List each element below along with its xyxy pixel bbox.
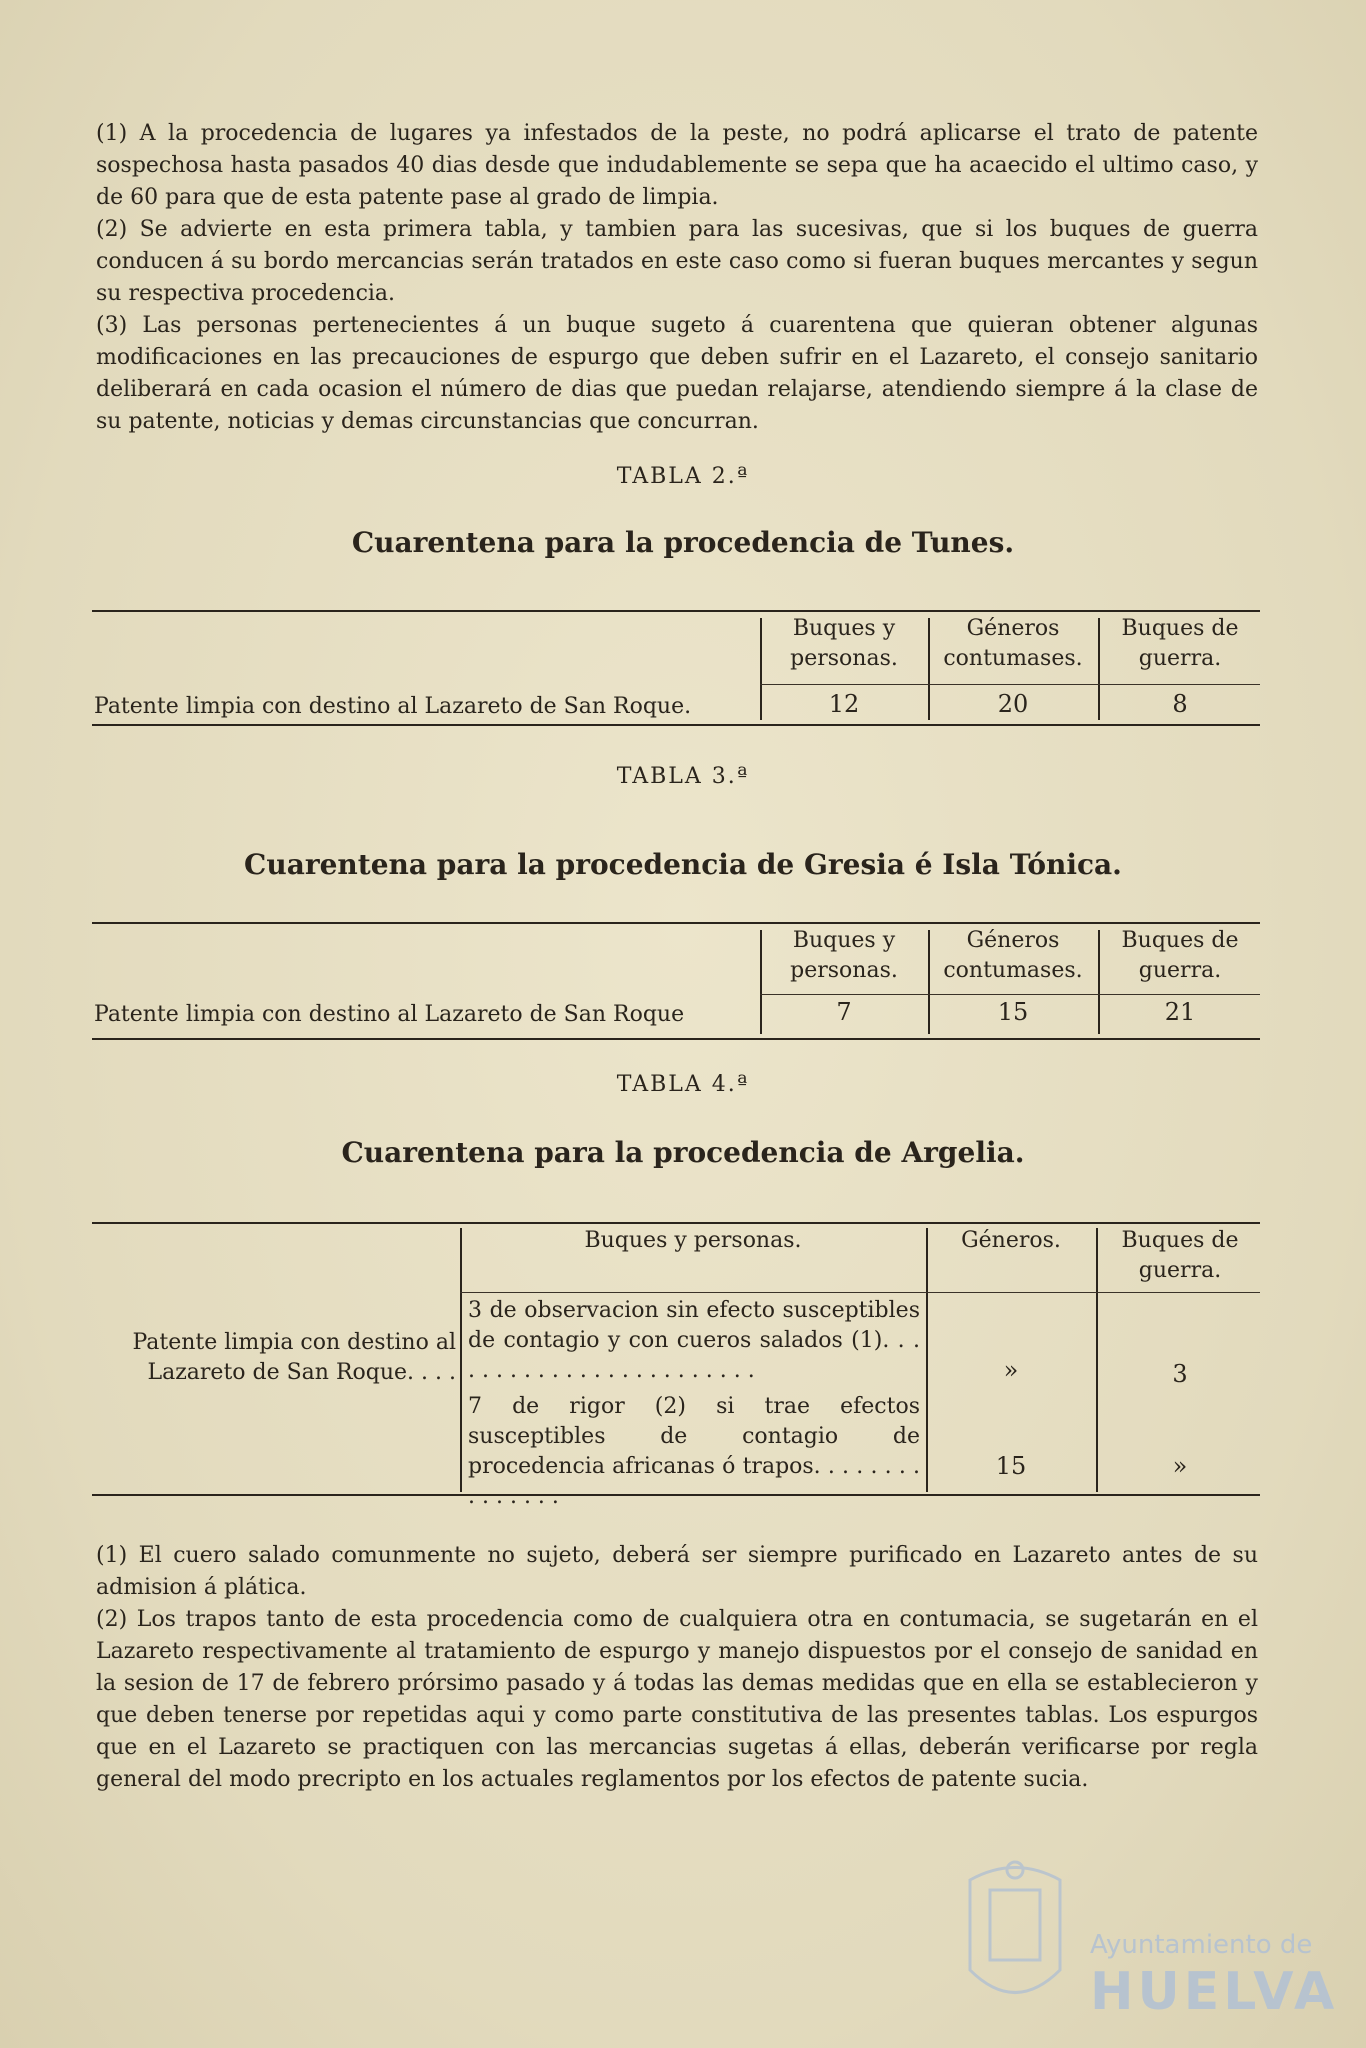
tabla2-value-generos: 20	[997, 690, 1029, 718]
tabla2-divider	[928, 618, 930, 720]
tabla2-bottom-rule	[92, 724, 1260, 726]
tabla4-header-generos: Géneros.	[961, 1228, 1061, 1253]
tabla2-value-buques: 12	[828, 690, 860, 718]
tabla2-divider	[1098, 618, 1100, 720]
tabla3-divider	[1098, 930, 1100, 1034]
tabla2-header-buques: Buques y personas.	[790, 616, 898, 671]
tabla3-value-buques: 7	[836, 998, 852, 1026]
note-top-3: (3) Las personas pertenecientes á un buque sugeto á cuarentena que quieran obtener algunas modificaciones en las precauciones de espurgo que deben sufrir en el Lazareto, el consejo sanitario deliberará en cada ocasion el número de dias que puedan relajarse, atendiendo siempre á la clase de su patente, noticias y demas circunstancias que concurran.	[96, 313, 1258, 434]
note-top-1: (1) A la procedencia de lugares ya infestados de la peste, no podrá aplicarse el trato de patente sospechosa hasta pasados 40 dias desde que indudablemente se sepa que ha acaecido el ultimo caso, y de 60 para que de esta patente pase al grado de limpia.	[96, 121, 1258, 210]
tabla4-entry-rigor: 7 de rigor (2) si trae efectos susceptibles de contagio de procedencia africanas ó trapos. . . . . . . . . . . . . . .	[468, 1394, 920, 1509]
note-top-2: (2) Se advierte en esta primera tabla, y tambien para las sucesivas, que si los buques de guerra conducen á su bordo mercancias serán tratados en este caso como si fueran buques mercantes y segun su respectiva procedencia.	[96, 217, 1258, 306]
tabla4-divider	[926, 1228, 928, 1492]
tabla2-value-guerra: 8	[1172, 690, 1188, 718]
tabla2-row-label: Patente limpia con destino al Lazareto de San Roque.	[94, 694, 692, 719]
tabla4-guerra-value-1: 3	[1172, 1360, 1188, 1388]
tabla2-divider	[760, 618, 762, 720]
tabla4-header-guerra: Buques de guerra.	[1121, 1228, 1239, 1283]
tabla3-header-buques: Buques y personas.	[790, 928, 898, 983]
tabla4-top-rule	[92, 1222, 1260, 1224]
tabla4-subtitle: Cuarentena para la procedencia de Argelia.	[341, 1136, 1025, 1169]
tabla3-value-guerra: 21	[1164, 998, 1196, 1026]
tabla3-value-generos: 15	[997, 998, 1029, 1026]
tabla3-divider	[928, 930, 930, 1034]
tabla4-row-label: Patente limpia con destino al Lazareto de San Roque. . . .	[132, 1330, 456, 1385]
tabla4-guerra-value-2: »	[1172, 1452, 1188, 1480]
tabla2-top-rule	[92, 610, 1260, 612]
watermark-line1: Ayuntamiento de	[1090, 1930, 1313, 1960]
tabla2-header-generos: Géneros contumases.	[943, 616, 1083, 671]
tabla4-title: TABLA 4.ª	[616, 1072, 750, 1097]
tabla2-header-rule	[760, 684, 1260, 685]
tabla3-row-label: Patente limpia con destino al Lazareto de San Roque	[94, 1002, 685, 1027]
note-bottom-1: (1) El cuero salado comunmente no sujeto, deberá ser siempre purificado en Lazareto antes de su admision á plática.	[96, 1543, 1258, 1600]
tabla4-divider	[460, 1228, 462, 1492]
watermark-line2: HUELVA	[1090, 1962, 1339, 2022]
tabla4-divider	[1096, 1228, 1098, 1492]
tabla3-header-guerra: Buques de guerra.	[1121, 928, 1239, 983]
tabla4-header-rule	[460, 1292, 1260, 1293]
tabla2-subtitle: Cuarentena para la procedencia de Tunes.	[351, 526, 1015, 559]
tabla3-top-rule	[92, 922, 1260, 924]
tabla4-entry-observacion: 3 de observacion sin efecto susceptibles de contagio y con cueros salados (1). . . . . . . . . . . . . . . . . . . . . . . .	[468, 1298, 920, 1383]
tabla3-subtitle: Cuarentena para la procedencia de Gresia é Isla Tónica.	[244, 848, 1122, 881]
note-bottom-2: (2) Los trapos tanto de esta procedencia como de cualquiera otra en contumacia, se sugetarán en el Lazareto respectivamente al tratamiento de espurgo y manejo dispuestos por el consejo de sanidad en la sesion de 17 de febrero prórsimo pasado y á todas las demas medidas que en ella se establecieron y que deben tenerse por repetidas aqui y como parte constitutiva de las presentes tablas. Los espurgos que en el Lazareto se practiquen con las mercancias sugetas á ellas, deberán verificarse por regla general del modo precripto en los actuales reglamentos por los efectos de patente sucia.	[96, 1607, 1258, 1792]
tabla2-header-guerra: Buques de guerra.	[1121, 616, 1239, 671]
tabla4-header-buques: Buques y personas.	[584, 1228, 802, 1253]
tabla4-generos-value-2: 15	[995, 1452, 1027, 1480]
tabla3-header-generos: Géneros contumases.	[943, 928, 1083, 983]
tabla3-divider	[760, 930, 762, 1034]
tabla2-title: TABLA 2.ª	[616, 464, 750, 489]
tabla3-title: TABLA 3.ª	[616, 764, 750, 789]
tabla3-header-rule	[760, 994, 1260, 995]
tabla4-generos-value-1: »	[1003, 1356, 1019, 1384]
tabla3-bottom-rule	[92, 1038, 1260, 1040]
tabla4-bottom-rule	[92, 1494, 1260, 1496]
